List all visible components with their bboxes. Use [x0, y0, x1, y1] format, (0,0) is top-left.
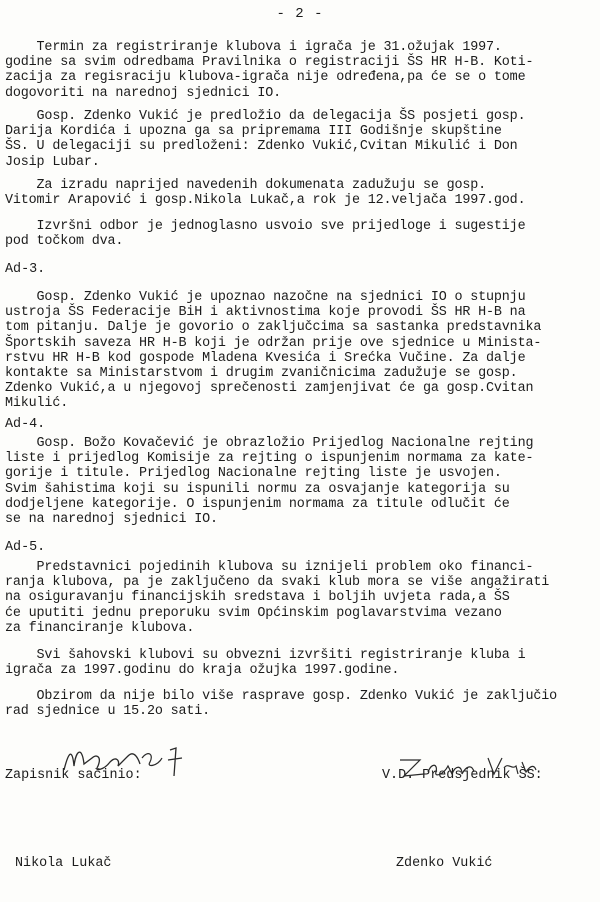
heading-ad-3: Ad-3.: [5, 262, 46, 277]
paragraph-board-approval: Izvršni odbor je jednoglasno usvoio sve prijedloge i sugestije pod točkom dva.: [5, 219, 526, 250]
president-name: Zdenko Vukić: [396, 856, 493, 872]
president-title: V.D. Predsjednik ŠS:: [382, 768, 543, 784]
paragraph-ad-3: Gosp. Zdenko Vukić je upoznao nazočne na sjednici IO o stupnju ustroja ŠS Federacije BiH i aktivnostima koje provodi ŠS HR H-B na tom pitanju. Dalje je govorio o zaključcima sa sastanka predstavnika Športskih saveza HR H-B koji je održan prije ove sjednice u Minista- rstvu HR H-B kod gospode Mladena Kvesića i Srećka Vučine. Za dalje kontakte sa Ministarstvom i drugim zvaničnicima zadužuje se gosp. Zdenko Vukić,a u njegovoj sprečenosti zamjenjivat će ga gosp.Cvitan Mikulić.: [5, 290, 542, 412]
paragraph-registration: Termin za registriranje klubova i igrača je 31.ožujak 1997. godine sa svim odredbama Pravilnika o registraciji ŠS HR H-B. Koti- zacija za regisraciju klubova-igrača nije određena,pa će se o tome dogovoriti na narednoj sjednici IO.: [5, 40, 534, 101]
minutes-taker-title: Zapisnik sačinio:: [5, 768, 142, 784]
heading-ad-4: Ad-4.: [5, 417, 46, 432]
heading-ad-5: Ad-5.: [5, 540, 46, 555]
page-number: - 2 -: [276, 6, 324, 22]
handwritten-signature-lukac: [58, 736, 198, 784]
paragraph-closing: Obzirom da nije bilo više rasprave gosp. Zdenko Vukić je zaključio rad sjednice u 15.2o sati.: [5, 689, 557, 720]
paragraph-ad-4: Gosp. Božo Kovačević je obrazložio Prijedlog Nacionalne rejting liste i prijedlog Komisije za rejting o ispunjenim normama za kate- gorije i titule. Prijedlog Nacionalne rejting liste je usvojen. Svim šahistima koji su ispunili normu za osvajanje kategorija su dodjeljene kategorije. O ispunjenim normama za titule odlučit će se na narednoj sjednici IO.: [5, 436, 534, 528]
minutes-taker-name: Nikola Lukač: [15, 856, 112, 872]
paragraph-documents: Za izradu naprijed navedenih dokumenata zadužuju se gosp. Vitomir Arapović i gosp.Nikola Lukač,a rok je 12.veljača 1997.god.: [5, 178, 526, 209]
handwritten-signature-vukic: [396, 752, 546, 782]
paragraph-delegation: Gosp. Zdenko Vukić je predložio da delegacija ŠS posjeti gosp. Darija Kordića i upozna ga sa pripremama III Godišnje skupštine ŠS. U delegaciji su predloženi: Zdenko Vukić,Cvitan Mikulić i Don Josip Lubar.: [5, 109, 526, 170]
paragraph-club-registration: Svi šahovski klubovi su obvezni izvršiti registriranje kluba i igrača za 1997.godinu do kraja ožujka 1997.godine.: [5, 648, 526, 679]
paragraph-ad-5: Predstavnici pojedinih klubova su iznijeli problem oko financi- ranja klubova, pa je zaključeno da svaki klub mora se više angažirati na osiguravanju financijskih sredstava i boljih uvjeta rada,a ŠS će uputiti jednu preporuku svim Općinskim poglavarstvima vezano za financiranje klubova.: [5, 560, 550, 636]
